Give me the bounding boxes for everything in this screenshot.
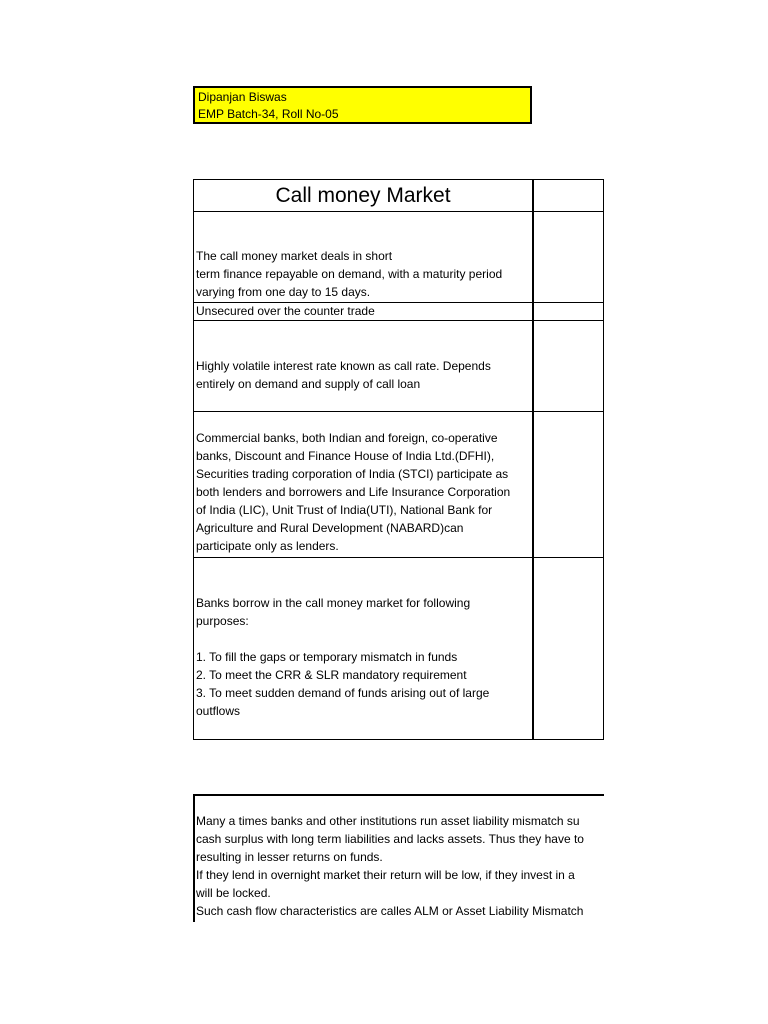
author-name: Dipanjan Biswas <box>198 90 287 104</box>
table-row-divider <box>193 557 604 558</box>
cell-line: 2. To meet the CRR & SLR mandatory requirement <box>196 668 467 682</box>
cell-line: both lenders and borrowers and Life Insurance Corporation <box>196 485 511 499</box>
table-cell-interest-rate <box>196 357 532 393</box>
cell-line: banks, Discount and Finance House of India Ltd.(DFHI), <box>196 449 495 463</box>
table-row-divider <box>193 411 604 412</box>
alm-border-left <box>193 794 195 922</box>
table-row-divider <box>193 320 604 321</box>
alm-note-block <box>193 794 604 922</box>
cell-line: outflows <box>196 704 241 718</box>
cell-line: Agriculture and Rural Development (NABARD)can <box>196 521 464 535</box>
cell-line: entirely on demand and supply of call loan <box>196 377 421 391</box>
cell-line: Commercial banks, both Indian and foreign, co-operative <box>196 431 498 445</box>
cell-line: participate only as lenders. <box>196 539 339 553</box>
alm-line: Many a times banks and other institutions run asset liability mismatch su <box>196 814 580 828</box>
table-column-divider <box>532 179 534 740</box>
cell-line: 3. To meet sudden demand of funds arising out of large <box>196 686 490 700</box>
alm-border-top <box>193 794 604 796</box>
table-cell-participants <box>196 429 532 555</box>
alm-line: Such cash flow characteristics are calles ALM or Asset Liability Mismatch <box>196 904 584 918</box>
author-batch: EMP Batch-34, Roll No-05 <box>198 107 339 121</box>
table-cell-definition <box>196 247 532 301</box>
cell-line: Highly volatile interest rate known as call rate. Depends <box>196 359 491 373</box>
table-cell-purposes <box>196 594 532 720</box>
alm-note-text <box>196 812 584 920</box>
cell-line: term finance repayable on demand, with a maturity period <box>196 267 503 281</box>
alm-line: cash surplus with long term liabilities and lacks assets. Thus they have to <box>196 832 584 846</box>
cell-line: Unsecured over the counter trade <box>196 304 375 318</box>
cell-line: of India (LIC), Unit Trust of India(UTI), National Bank for <box>196 503 493 517</box>
table-title: Call money Market <box>275 184 451 207</box>
table-border-right <box>603 179 604 740</box>
alm-line: resulting in lesser returns on funds. <box>196 850 383 864</box>
cell-line: varying from one day to 15 days. <box>196 285 371 299</box>
cell-line: purposes: <box>196 614 249 628</box>
table-border-left <box>193 179 194 740</box>
table-row-divider <box>193 211 604 212</box>
cell-line: 1. To fill the gaps or temporary mismatch in funds <box>196 650 458 664</box>
cell-line: The call money market deals in short <box>196 249 393 263</box>
cell-line <box>196 630 532 648</box>
alm-line: If they lend in overnight market their return will be low, if they invest in a <box>196 868 575 882</box>
cell-line: Securities trading corporation of India (STCI) participate as <box>196 467 509 481</box>
author-info-box <box>193 86 532 124</box>
table-border-bottom <box>193 739 604 740</box>
table-cell-trade-type <box>196 302 532 320</box>
alm-line: will be locked. <box>196 886 271 900</box>
cell-line: Banks borrow in the call money market for following <box>196 596 471 610</box>
